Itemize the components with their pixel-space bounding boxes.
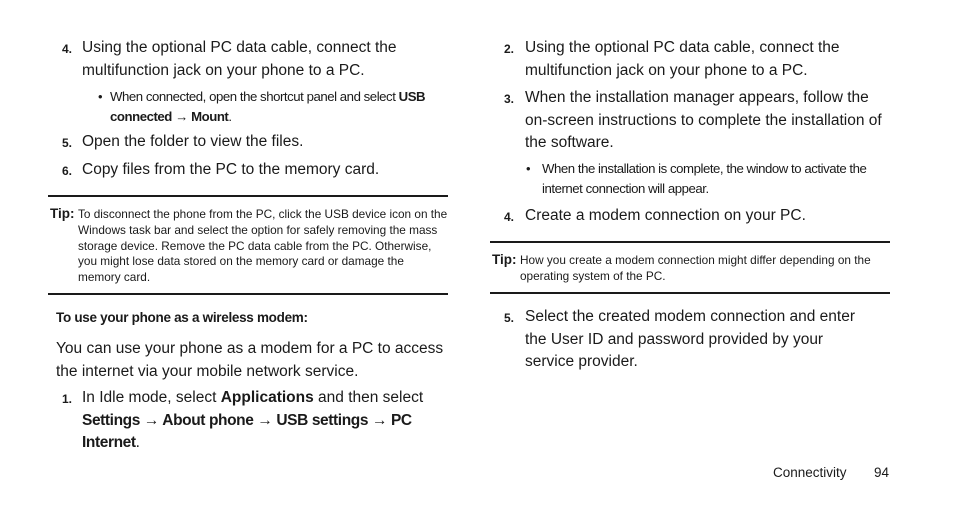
step-number: 2.: [504, 42, 515, 56]
tip-label: Tip:: [50, 206, 75, 221]
step-number: 5.: [62, 136, 73, 150]
step-number: 3.: [504, 92, 515, 106]
bullet-icon: •: [526, 161, 531, 176]
step-number: 6.: [62, 164, 73, 178]
page-number: 94: [874, 465, 890, 480]
step-text: When the installation manager appears, follow the on-screen instructions to complete the installation of the software.: [525, 89, 882, 151]
step-number: 4.: [62, 42, 73, 56]
step-text: Copy files from the PC to the memory card.: [82, 161, 380, 178]
footer-section: Connectivity: [773, 465, 847, 480]
step-text: Open the folder to view the files.: [82, 133, 304, 150]
bullet-text: When the installation is complete, the window to activate the internet connection will appear.: [542, 161, 867, 196]
section-heading: To use your phone as a wireless modem:: [56, 310, 308, 325]
step-number: 5.: [504, 311, 515, 325]
tip-box: [490, 241, 890, 294]
step-number: 4.: [504, 210, 515, 224]
step-text: Using the optional PC data cable, connect the multifunction jack on your phone to a PC.: [82, 39, 397, 79]
tip-label: Tip:: [492, 252, 517, 267]
step-text: Using the optional PC data cable, connect the multifunction jack on your phone to a PC.: [525, 39, 840, 79]
tip-box: [48, 195, 448, 295]
step-text: In Idle mode, select Applications and then select Settings → About phone → USB settings → PC Internet.: [82, 389, 424, 451]
bullet-text: When connected, open the shortcut panel and select USB connected → Mount.: [110, 89, 426, 124]
tip-text: To disconnect the phone from the PC, click the USB device icon on the Windows task bar and select the option for safely removing the mass storage device. Remove the PC data cable from the PC. Otherwise, you might lose data stored on the memory card or damage the memory card.: [78, 207, 448, 285]
tip-text: How you create a modem connection might differ depending on the operating system of the PC.: [520, 253, 871, 283]
step-number: 1.: [62, 392, 73, 406]
step-text: Create a modem connection on your PC.: [525, 207, 806, 224]
bullet-icon: •: [98, 89, 103, 104]
intro-paragraph: You can use your phone as a modem for a PC to access the internet via your mobile network service.: [56, 340, 444, 380]
step-text: Select the created modem connection and enter the User ID and password provided by your service provider.: [525, 308, 856, 370]
